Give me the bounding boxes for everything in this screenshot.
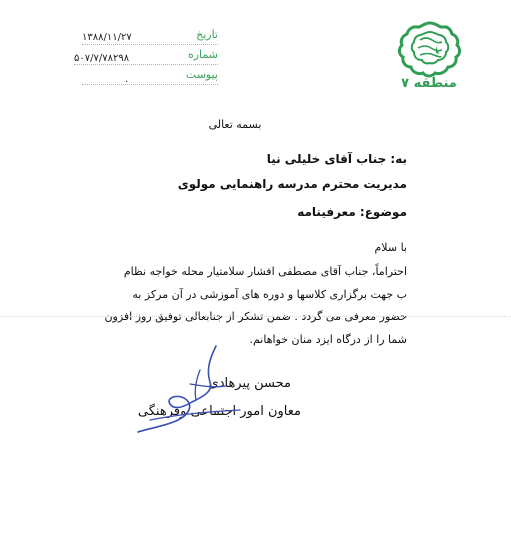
- number-line: [74, 64, 218, 65]
- handwritten-signature: [130, 340, 250, 436]
- municipality-logo: [396, 20, 464, 78]
- body-line-4: شما را از درگاه ایزد منان خواهانم.: [249, 333, 407, 346]
- invocation: بسمه تعالی: [208, 118, 262, 131]
- region-label: منطقه ۷: [401, 76, 457, 91]
- recipient-title: مدیریت محترم مدرسه راهنمایی مولوی: [177, 177, 407, 191]
- body-line-1: احتراماً، جناب آقای مصطفی افشار سلامتیار محله خواجه نظام: [123, 265, 407, 278]
- subject: موضوع: معرفینامه: [297, 205, 407, 219]
- attachment-value: ۰: [124, 76, 130, 87]
- body-line-3: حضور معرفی می گردد . ضمن تشکر از جنابعالی توفیق روز افزون: [104, 310, 407, 323]
- date-value: ۱۳۸۸/۱۱/۲۷: [82, 32, 132, 43]
- body-line-2: ب جهت برگزاری کلاسها و دوره های آموزشی در آن مرکز به: [132, 288, 407, 301]
- signer-title: معاون امور اجتماعی وفرهنگی: [137, 404, 301, 419]
- number-value: ۵۰۷/۷/۷۸۲۹۸: [74, 53, 130, 64]
- fold-line: [0, 316, 511, 317]
- date-label: تاریخ: [196, 28, 218, 41]
- number-label: شماره: [187, 48, 218, 61]
- signer-name: محسن پیرهادی: [208, 376, 291, 391]
- date-line: [82, 44, 218, 45]
- attachment-row: [82, 68, 222, 86]
- greeting: با سلام: [374, 241, 407, 254]
- attachment-label: پیوست: [185, 68, 218, 81]
- attachment-line: [82, 84, 218, 85]
- recipient: به: جناب آقای خلیلی نیا: [266, 152, 407, 166]
- number-row: [74, 48, 222, 66]
- date-row: [82, 28, 222, 46]
